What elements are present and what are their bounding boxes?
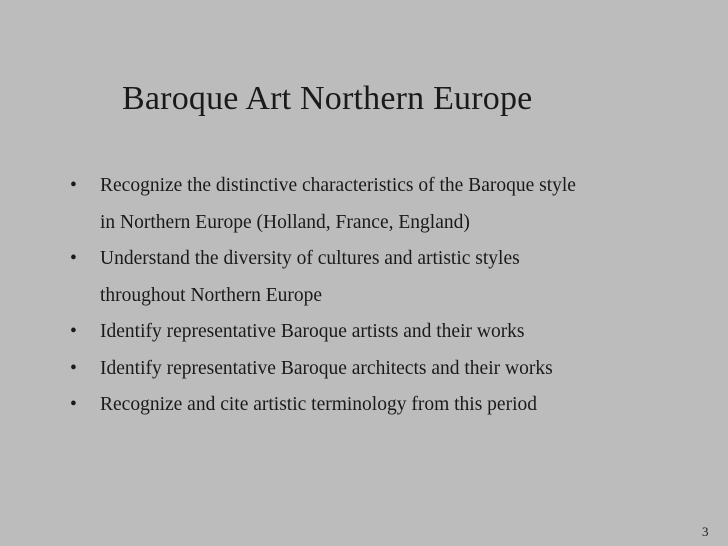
bullet-item bbox=[70, 241, 710, 314]
bullet-dot: • bbox=[70, 394, 77, 415]
bullet-text-line: Recognize the distinctive characteristics of the Baroque style bbox=[100, 175, 576, 196]
bullet-text-line: Understand the diversity of cultures and artistic styles bbox=[100, 248, 520, 269]
bullet-item bbox=[70, 168, 710, 241]
bullet-dot: • bbox=[70, 357, 77, 379]
slide-title: Baroque Art Northern Europe bbox=[122, 80, 533, 117]
bullet-item bbox=[70, 314, 710, 351]
bullet-dot: • bbox=[70, 321, 77, 342]
bullet-text-line: Identify representative Baroque artists and their works bbox=[100, 321, 525, 342]
page-number: 3 bbox=[702, 524, 709, 539]
bullet-dot: • bbox=[70, 248, 77, 269]
bullet-item bbox=[70, 387, 710, 424]
bullet-dot: • bbox=[70, 175, 77, 196]
bullet-list bbox=[70, 168, 710, 424]
bullet-text-line: Recognize and cite artistic terminology from this period bbox=[100, 394, 537, 415]
bullet-text-line: Identify representative Baroque architects and their works bbox=[100, 357, 553, 379]
bullet-text-line: in Northern Europe (Holland, France, England) bbox=[100, 211, 470, 233]
bullet-item bbox=[70, 351, 710, 388]
bullet-text-line: throughout Northern Europe bbox=[100, 284, 323, 306]
